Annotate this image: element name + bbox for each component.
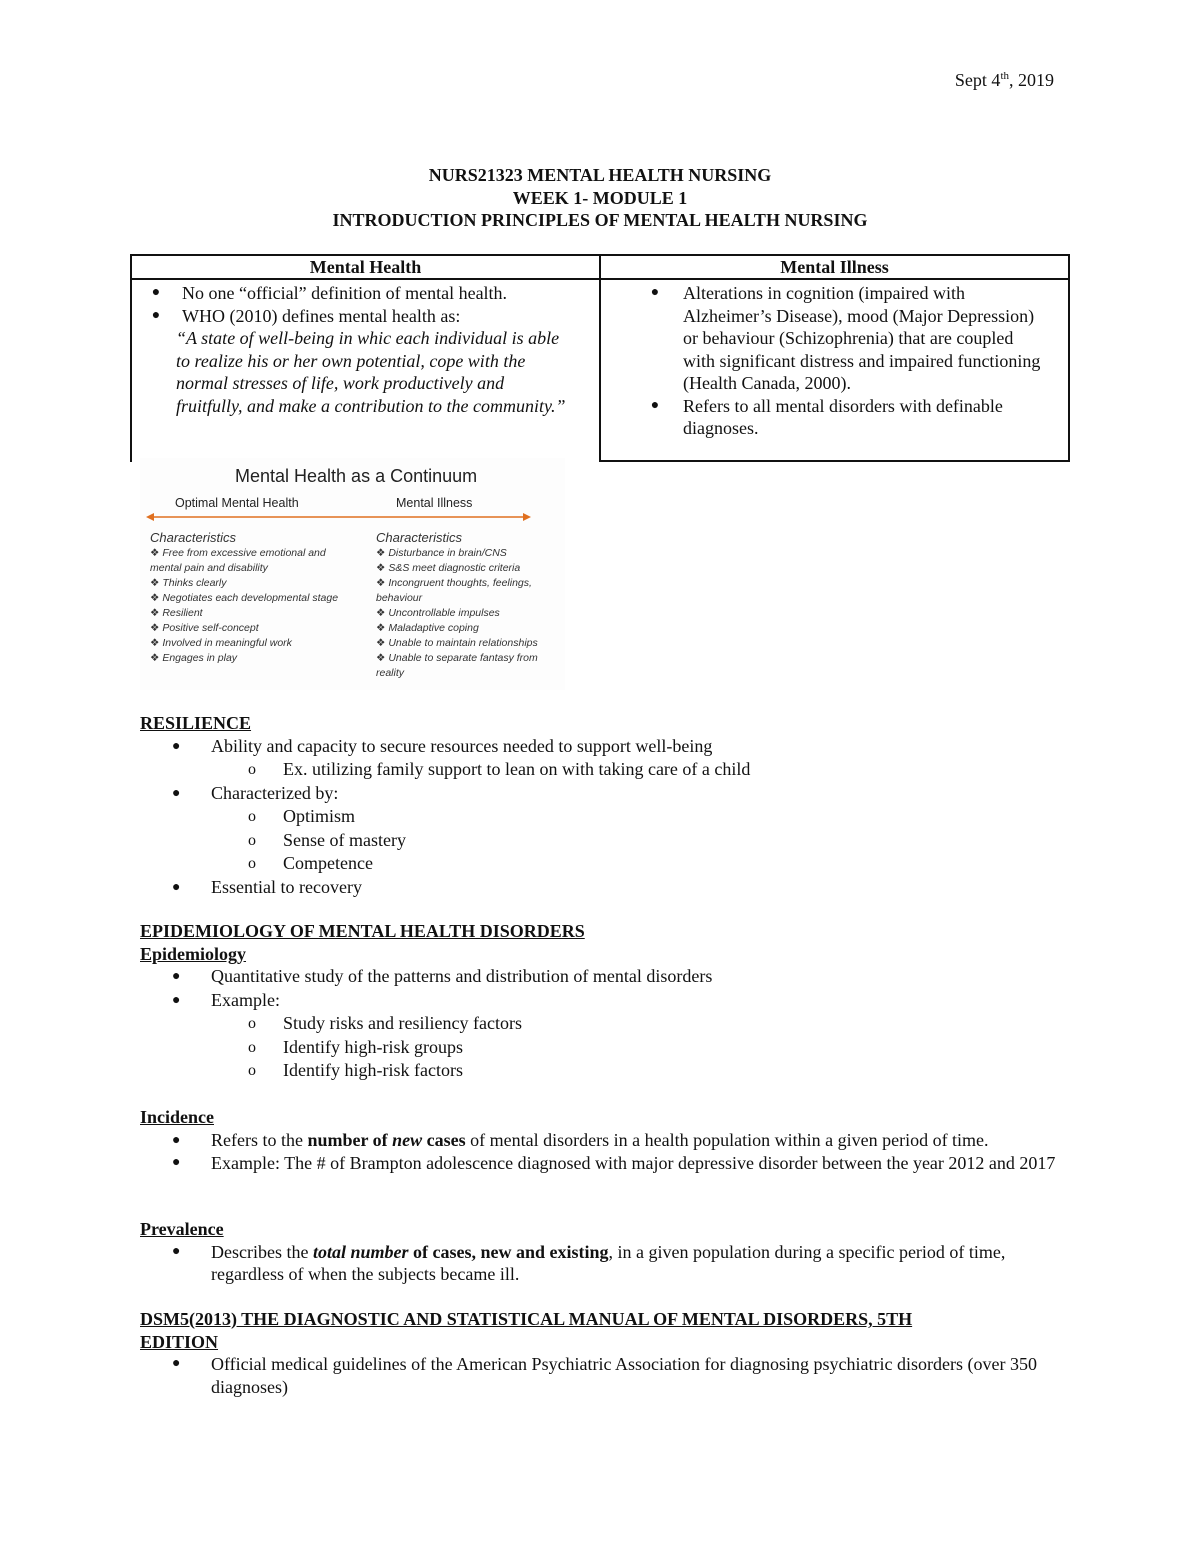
bullet-icon: ● <box>172 1356 181 1371</box>
bullet-icon: ● <box>172 879 181 895</box>
subsection-heading: Epidemiology <box>140 943 247 964</box>
sub-bullet-icon: o <box>248 761 256 778</box>
list-item-text: Example: <box>211 989 280 1010</box>
list-item <box>140 782 1080 806</box>
section-heading: Prevalence <box>140 1219 224 1239</box>
list-item-text: Official medical guidelines of the American Psychiatric Association for diagnosing psychiatric disorders (over 350 diagnoses) <box>211 1354 1037 1397</box>
who-definition-quote: “A state of well-being in whic each individual is able to realize his or her own potential, cope with the normal stresses of life, work productively and fruitfully, and make a contribution to the community.” <box>176 328 566 416</box>
list-item <box>140 1012 1080 1036</box>
characteristic-item: ❖ Resilient <box>150 607 203 619</box>
list-item <box>140 1241 1080 1286</box>
comparison-table <box>130 254 1070 462</box>
list-item-text: Ability and capacity to secure resources needed to support well-being <box>211 735 713 756</box>
continuum-left-label: Optimal Mental Health <box>175 496 299 510</box>
list-item <box>140 1036 1080 1060</box>
bullet-icon: ● <box>151 307 161 323</box>
list-item <box>140 852 1080 876</box>
sub-bullet-icon: o <box>248 855 256 872</box>
text-span: , in a given population during a specific period of time, regardless of when the subjects became ill. <box>211 1241 1006 1284</box>
bullet-icon: ● <box>650 285 660 300</box>
sub-bullet-icon: o <box>248 1062 256 1079</box>
list-item <box>140 735 1080 759</box>
table-cell-mental-illness <box>600 279 1069 461</box>
list-item-text: WHO (2010) defines mental health as: <box>182 305 461 326</box>
characteristic-item: ❖ Negotiates each developmental stage <box>150 592 339 604</box>
characteristic-item: ❖ Maladaptive coping <box>376 622 479 634</box>
characteristic-item: ❖ Incongruent thoughts, feelings, behaviour <box>376 577 532 604</box>
list-item <box>132 305 599 328</box>
list-item-text: Essential to recovery <box>211 876 362 897</box>
incidence-section <box>140 1106 1080 1175</box>
optimal-characteristics <box>150 530 350 666</box>
illness-characteristics <box>376 530 566 681</box>
text-span: Describes the <box>211 1241 313 1262</box>
text-bold: of cases, new and existing <box>408 1241 609 1262</box>
characteristic-item: ❖ S&S meet diagnostic criteria <box>376 562 521 574</box>
list-item <box>140 876 1080 900</box>
sub-bullet-icon: o <box>248 808 256 825</box>
list-item <box>140 1059 1080 1083</box>
table-header-mental-health: Mental Health <box>131 255 600 279</box>
section-heading: EPIDEMIOLOGY OF MENTAL HEALTH DISORDERS <box>140 921 585 941</box>
double-arrow-icon <box>140 510 565 524</box>
list-item <box>132 282 599 305</box>
list-item-text: Competence <box>283 853 373 873</box>
section-heading: Incidence <box>140 1107 214 1127</box>
continuum-title: Mental Health as a Continuum <box>235 466 478 486</box>
characteristics-heading: Characteristics <box>150 530 236 545</box>
list-item-text: Identify high-risk groups <box>283 1036 463 1057</box>
characteristic-item: ❖ Uncontrollable impulses <box>376 607 500 619</box>
list-item-text: Quantitative study of the patterns and distribution of mental disorders <box>211 966 713 986</box>
text-span: of mental disorders in a health population within a given period of time. <box>465 1129 989 1150</box>
characteristic-item: ❖ Thinks clearly <box>150 577 227 589</box>
continuum-figure <box>140 458 565 690</box>
section-heading: DSM5(2013) THE DIAGNOSTIC AND STATISTICAL MANUAL OF MENTAL DISORDERS, 5TH EDITION <box>140 1309 913 1352</box>
course-title: NURS21323 MENTAL HEALTH NURSING <box>428 165 772 185</box>
bullet-icon: ● <box>172 1155 181 1170</box>
list-item-text: Study risks and resiliency factors <box>283 1013 522 1033</box>
section-heading: RESILIENCE <box>140 713 252 733</box>
list-item <box>140 989 1080 1013</box>
text-span: Refers to the <box>211 1129 308 1150</box>
list-item-text: Identify high-risk factors <box>283 1060 463 1080</box>
list-item <box>140 829 1080 853</box>
list-item-text: Optimism <box>283 806 356 826</box>
bullet-icon: ● <box>172 1243 181 1259</box>
list-item <box>140 1129 1080 1153</box>
table-header-mental-illness: Mental Illness <box>600 255 1069 279</box>
list-item-text: Alterations in cognition (impaired with Alzheimer’s Disease), mood (Major Depression) or behaviour (Schizophrenia) that are coupled with significant distress and impaired functioning (Health Canada, 2000). <box>683 283 1041 393</box>
list-item-text: Example: The # of Brampton adolescence diagnosed with major depressive disorder between the year 2012 and 2017 <box>211 1153 1056 1173</box>
characteristic-item: ❖ Involved in meaningful work <box>150 637 292 649</box>
sub-bullet-icon: o <box>248 1015 256 1032</box>
text-bold: cases <box>422 1129 466 1150</box>
text-bold: number of <box>307 1129 393 1150</box>
date-day: Sept 4 <box>954 70 1001 90</box>
bullet-icon: ● <box>172 738 181 754</box>
resilience-section <box>140 712 1080 899</box>
continuum-right-label: Mental Illness <box>396 496 473 510</box>
bullet-icon: ● <box>151 285 161 300</box>
list-item <box>140 965 1080 989</box>
bullet-icon: ● <box>172 969 181 984</box>
list-item-text: No one “official” definition of mental health. <box>182 283 508 303</box>
table-cell-mental-health <box>131 279 600 461</box>
topic-title: INTRODUCTION PRINCIPLES OF MENTAL HEALTH NURSING <box>332 210 868 230</box>
characteristics-heading: Characteristics <box>376 530 462 545</box>
bullet-icon: ● <box>172 785 181 801</box>
dsm-section <box>140 1308 1037 1398</box>
characteristic-item: ❖ Unable to separate fantasy from reality <box>376 652 538 679</box>
characteristic-item: ❖ Disturbance in brain/CNS <box>376 547 507 559</box>
sub-bullet-icon: o <box>248 831 256 849</box>
list-item <box>601 282 1068 395</box>
list-item-text: Characterized by: <box>211 782 339 803</box>
text-bold-italic: new <box>392 1129 423 1150</box>
date-suffix: th <box>1000 70 1009 82</box>
list-item <box>601 395 1068 440</box>
list-item-text: Refers to all mental disorders with definable diagnoses. <box>683 395 1003 438</box>
list-item <box>140 758 1080 782</box>
characteristic-item: ❖ Positive self-concept <box>150 622 259 634</box>
list-item-text: Sense of mastery <box>283 829 406 850</box>
epidemiology-section <box>140 920 1080 1083</box>
list-item <box>140 1353 1080 1398</box>
characteristic-item: ❖ Engages in play <box>150 652 238 664</box>
document-date <box>955 70 1054 91</box>
bullet-icon: ● <box>172 992 181 1008</box>
sub-bullet-icon: o <box>248 1038 256 1056</box>
date-year: , 2019 <box>1009 70 1054 90</box>
list-item-text: Ex. utilizing family support to lean on with taking care of a child <box>283 759 751 779</box>
list-item <box>140 1152 1080 1175</box>
prevalence-section <box>140 1218 1080 1286</box>
characteristic-item: ❖ Unable to maintain relationships <box>376 637 538 649</box>
text-bold-italic: total number <box>312 1241 409 1262</box>
document-title <box>0 164 1200 232</box>
bullet-icon: ● <box>650 397 660 413</box>
module-title: WEEK 1- MODULE 1 <box>512 187 688 208</box>
characteristic-item: ❖ Free from excessive emotional and mental pain and disability <box>150 547 326 574</box>
list-item <box>140 805 1080 829</box>
bullet-icon: ● <box>172 1132 181 1148</box>
